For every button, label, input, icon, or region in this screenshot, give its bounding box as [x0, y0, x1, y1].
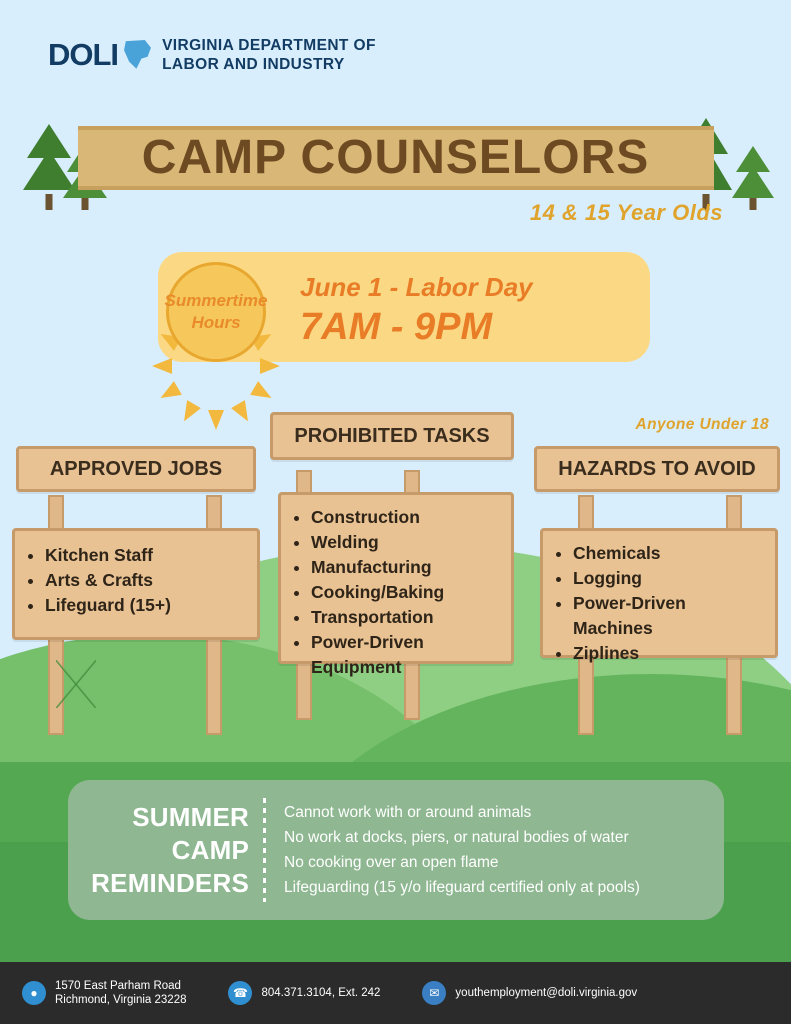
- footer-address: [22, 979, 186, 1007]
- location-pin-icon: ●: [22, 981, 46, 1005]
- list-item: • Lifeguard (15+): [45, 593, 247, 618]
- anyone-under-18-note: Anyone Under 18: [635, 416, 769, 433]
- approved-jobs-heading: [16, 446, 256, 492]
- list-item: No work at docks, piers, or natural bodies of water: [284, 829, 629, 846]
- reminders-title-line1: SUMMER: [132, 801, 249, 832]
- page-title: CAMP COUNSELORS: [141, 131, 650, 184]
- prohibited-tasks-heading: [270, 412, 514, 460]
- list-item: • Welding: [311, 530, 501, 555]
- envelope-icon: ✉: [422, 981, 446, 1005]
- approved-jobs-heading-text: APPROVED JOBS: [49, 457, 223, 480]
- prohibited-tasks-panel: [278, 492, 514, 677]
- list-item: • Ziplines: [573, 641, 765, 666]
- hazards-heading: [534, 446, 780, 492]
- list-item: • Arts & Crafts: [45, 568, 247, 593]
- hazards-list: [543, 541, 775, 666]
- reminders-title-line2: CAMP: [171, 834, 249, 865]
- hours-dates: June 1 - Labor Day: [300, 272, 533, 302]
- hazards-heading-text: HAZARDS TO AVOID: [558, 457, 756, 480]
- reminders-title-line3: REMINDERS: [91, 867, 249, 898]
- footer-phone[interactable]: [228, 981, 380, 1005]
- footer-bar: [0, 962, 791, 1024]
- list-item: • Power-Driven Equipment: [311, 630, 501, 680]
- phone-number[interactable]: 804.371.3104, Ext. 242: [261, 987, 381, 999]
- footer-email[interactable]: [422, 981, 637, 1005]
- list-item: • Construction: [311, 505, 501, 530]
- list-item: Cannot work with or around animals: [284, 804, 532, 821]
- approved-jobs-list: [15, 543, 257, 618]
- doli-logo: [48, 36, 376, 74]
- list-item: • Logging: [573, 566, 765, 591]
- hazards-panel: [540, 528, 778, 663]
- virginia-state-icon: [124, 40, 152, 70]
- sun-badge-line1: Summertime: [164, 291, 268, 310]
- list-item: • Manufacturing: [311, 555, 501, 580]
- list-item: Lifeguarding (15 y/o lifeguard certified only at pools): [284, 879, 640, 896]
- sun-badge-label: [152, 248, 280, 376]
- age-subtitle: 14 & 15 Year Olds: [529, 200, 723, 225]
- agency-name: [162, 36, 376, 74]
- list-item: • Transportation: [311, 605, 501, 630]
- reminders-title: [68, 801, 263, 900]
- list-item: • Power-Driven Machines: [573, 591, 765, 641]
- prohibited-tasks-list: [281, 505, 511, 680]
- phone-icon: ☎: [228, 981, 252, 1005]
- email-address[interactable]: youthemployment@doli.virginia.gov: [455, 987, 638, 999]
- list-item: • Kitchen Staff: [45, 543, 247, 568]
- address-line1: 1570 East Parham Road: [55, 980, 181, 992]
- hours-time: 7AM - 9PM: [300, 306, 493, 348]
- approved-jobs-panel: [12, 528, 260, 640]
- summer-camp-reminders: [68, 780, 724, 920]
- agency-name-line1: VIRGINIA DEPARTMENT OF: [162, 37, 376, 54]
- agency-name-line2: LABOR AND INDUSTRY: [162, 56, 345, 73]
- prohibited-tasks-heading-text: PROHIBITED TASKS: [294, 424, 490, 447]
- list-item: • Cooking/Baking: [311, 580, 501, 605]
- doli-wordmark: DOLI: [48, 37, 119, 72]
- reminders-list: [266, 800, 640, 900]
- grass-icon: [56, 660, 96, 708]
- sun-badge-line2: Hours: [191, 313, 241, 332]
- list-item: No cooking over an open flame: [284, 854, 499, 871]
- address-line2: Richmond, Virginia 23228: [55, 994, 187, 1006]
- sun-badge: [152, 248, 280, 376]
- list-item: • Chemicals: [573, 541, 765, 566]
